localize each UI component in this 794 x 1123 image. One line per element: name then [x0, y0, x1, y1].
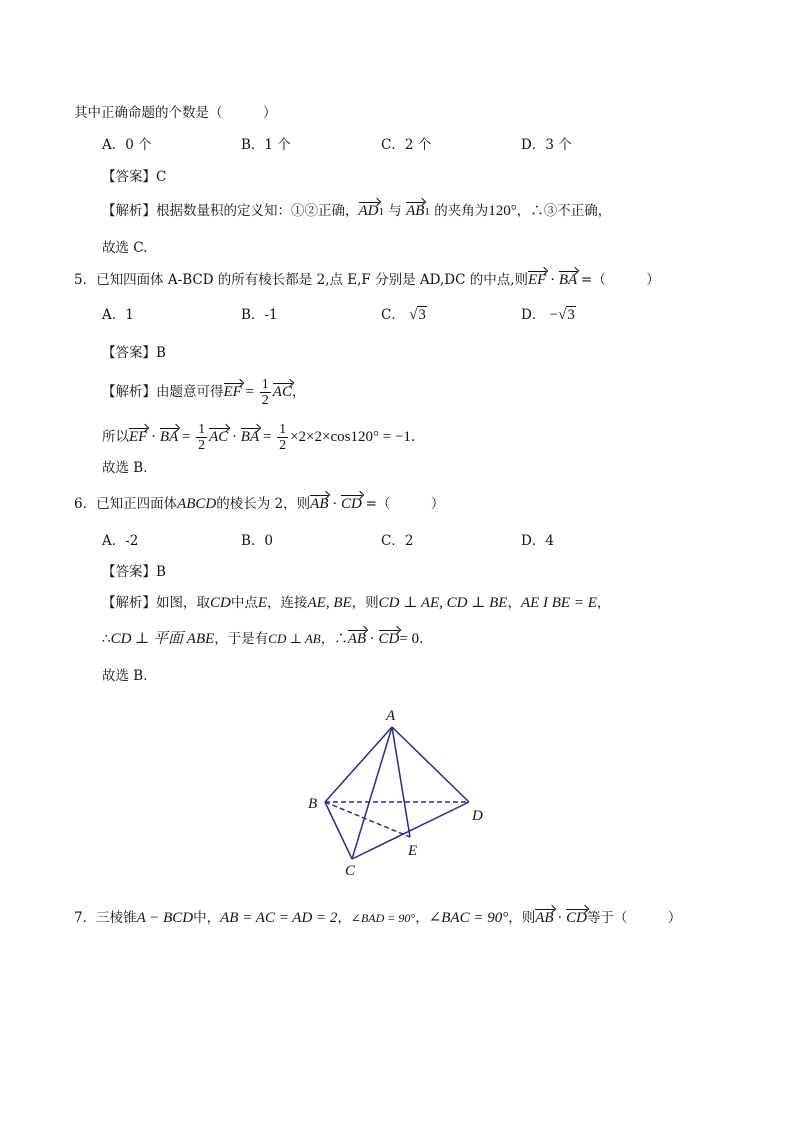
q6-analysis-line2: ∴CD ⊥ 平面 ABE，于是有CD ⊥ AB，∴AB · CD= 0. — [102, 631, 424, 647]
q5-stem-text: 已知四面体 A-BCD 的所有棱长都是 2,点 E,F 分别是 AD,DC 的中点,则 — [96, 272, 528, 288]
q6-option-c: C．2 — [381, 533, 414, 549]
q4-option-c: C．2 个 — [381, 137, 432, 153]
fraction-half: $\frac{1}{2}$ — [279, 422, 287, 453]
q5-paren: =（ ） — [580, 272, 660, 288]
q5-number: 5． — [74, 272, 97, 288]
q6-answer — [102, 562, 166, 582]
fraction-half: $\frac{1}{2}$ — [198, 422, 206, 453]
vector-ac: AC — [209, 429, 229, 445]
q7-stem: 7．三棱锥A − BCD中，AB = AC = AD = 2，∠BAD = 90°，∠BAC = 90°，则AB · CD等于（ ） — [74, 910, 682, 926]
vector-cd: CD — [340, 496, 362, 512]
analysis-text: 根据数量积的定义知：①②正确， — [156, 203, 359, 219]
q4-choose: 故选 C. — [102, 240, 148, 256]
q5-vector-ba: BA — [558, 272, 578, 288]
answer-tag: 【答案】 — [102, 564, 156, 580]
angle-bac: ∠BAC = 90° — [428, 910, 509, 926]
q4-option-b: B．1 个 — [241, 137, 291, 153]
q6-option-b: B．0 — [241, 533, 274, 549]
vector-ad1-subscript: 1 — [378, 206, 384, 218]
q7-number: 7． — [74, 910, 97, 926]
answer-value: B — [156, 564, 166, 580]
analysis-tag: 【解析】 — [102, 595, 156, 611]
q4-option-d: D．3 个 — [521, 137, 572, 153]
edge-ab — [325, 727, 392, 802]
q6-paren: =（ ） — [365, 496, 445, 512]
pyramid-name: A − BCD — [136, 910, 194, 926]
q4-answer — [102, 167, 166, 187]
analysis-tag: 【解析】 — [102, 384, 156, 400]
q5-option-a: A．1 — [102, 307, 134, 323]
vector-ef: EF — [223, 384, 242, 400]
answer-tag: 【答案】 — [102, 345, 156, 361]
analysis-text: 由题意可得 — [156, 384, 224, 400]
equal-edges: AB = AC = AD = 2 — [220, 910, 338, 926]
q5-answer — [102, 343, 166, 363]
edge-bc — [325, 802, 352, 859]
vector-ad1: AD — [358, 203, 379, 219]
angle-value: 120° — [488, 203, 517, 219]
edge-ad — [392, 727, 469, 802]
fraction-half: $\frac{1}{2}$ — [261, 377, 269, 408]
analysis-tag: 【解析】 — [102, 203, 156, 219]
tetrahedron-figure — [300, 704, 530, 879]
edge-ac — [352, 727, 392, 859]
analysis-text: 所以 — [102, 429, 129, 445]
answer-value: B — [156, 345, 166, 361]
analysis-with: 与 — [388, 203, 402, 219]
label-d: D — [472, 808, 483, 824]
q5-option-d: D． −√3 — [521, 307, 575, 323]
label-b: B — [308, 796, 318, 812]
answer-value: C — [156, 169, 167, 185]
q5-stem: 5．已知四面体 A-BCD 的所有棱长都是 2,点 E,F 分别是 AD,DC 的中点,则EF · BA =（ ） — [74, 272, 660, 288]
q6-stem: 6．已知正四面体ABCD的棱长为 2，则AB · CD =（ ） — [74, 496, 445, 512]
vector-cd: CD — [566, 910, 587, 926]
sqrt-symbol: √3 — [558, 307, 575, 323]
q6-number: 6． — [74, 496, 97, 512]
q6-option-d: D．4 — [521, 533, 554, 549]
q5-analysis-line2: 所以EF · BA = $\frac{1}{2}$ AC · BA = $\frac{1}{2}$ ×2×2×cos120° = −1. — [102, 422, 416, 453]
vector-ba: BA — [159, 429, 179, 445]
vector-ab: AB — [347, 631, 367, 647]
q5-option-b: B．-1 — [241, 307, 278, 323]
angle-bad: ∠BAD = 90° — [350, 911, 416, 925]
vector-a1b-subscript: 1 — [424, 206, 430, 218]
q4-stem: 其中正确命题的个数是（ ） — [74, 105, 277, 121]
q6-stem-text: 已知正四面体 — [96, 496, 178, 512]
q5-option-c: C． √3 — [381, 307, 426, 323]
q5-analysis-line1: 【解析】由题意可得EF = $\frac{1}{2}$ AC， — [102, 377, 306, 408]
q4-option-a: A．0 个 — [102, 137, 152, 153]
vector-cd: CD — [378, 631, 400, 647]
vector-ac: AC — [272, 384, 292, 400]
analysis-conclusion: ，∴③不正确， — [516, 203, 612, 219]
answer-tag: 【答案】 — [102, 169, 156, 185]
q7-tail: 等于（ ） — [586, 910, 682, 926]
q5-choose: 故选 B. — [102, 460, 148, 476]
label-a: A — [386, 708, 396, 724]
vector-ab: AB — [535, 910, 554, 926]
q4-analysis — [102, 201, 611, 222]
q6-option-a: A．-2 — [102, 533, 139, 549]
q5-vector-ef: EF — [528, 272, 547, 288]
sqrt-symbol: √3 — [409, 307, 426, 323]
q7-stem-text: 三棱锥 — [96, 910, 137, 926]
angle-text: 的夹角为 — [434, 203, 489, 219]
vector-ef: EF — [129, 429, 148, 445]
tetrahedron-name: ABCD — [177, 496, 217, 512]
analysis-text: 如图，取 — [156, 595, 210, 611]
label-c: C — [345, 863, 356, 879]
q6-analysis-line1: 【解析】如图，取CD中点E，连接AE, BE，则CD ⊥ AE, CD ⊥ BE，AE I BE = E， — [102, 595, 611, 611]
vector-ba: BA — [240, 429, 260, 445]
q6-stem-mid: 的棱长为 2，则 — [216, 496, 311, 512]
q6-choose: 故选 B. — [102, 668, 148, 684]
edge-ae — [392, 727, 410, 837]
vector-ab: AB — [310, 496, 329, 512]
expression-tail: ×2×2×cos120° = −1 — [290, 429, 411, 445]
label-e: E — [408, 843, 418, 859]
vector-a1b: AB — [406, 203, 425, 219]
